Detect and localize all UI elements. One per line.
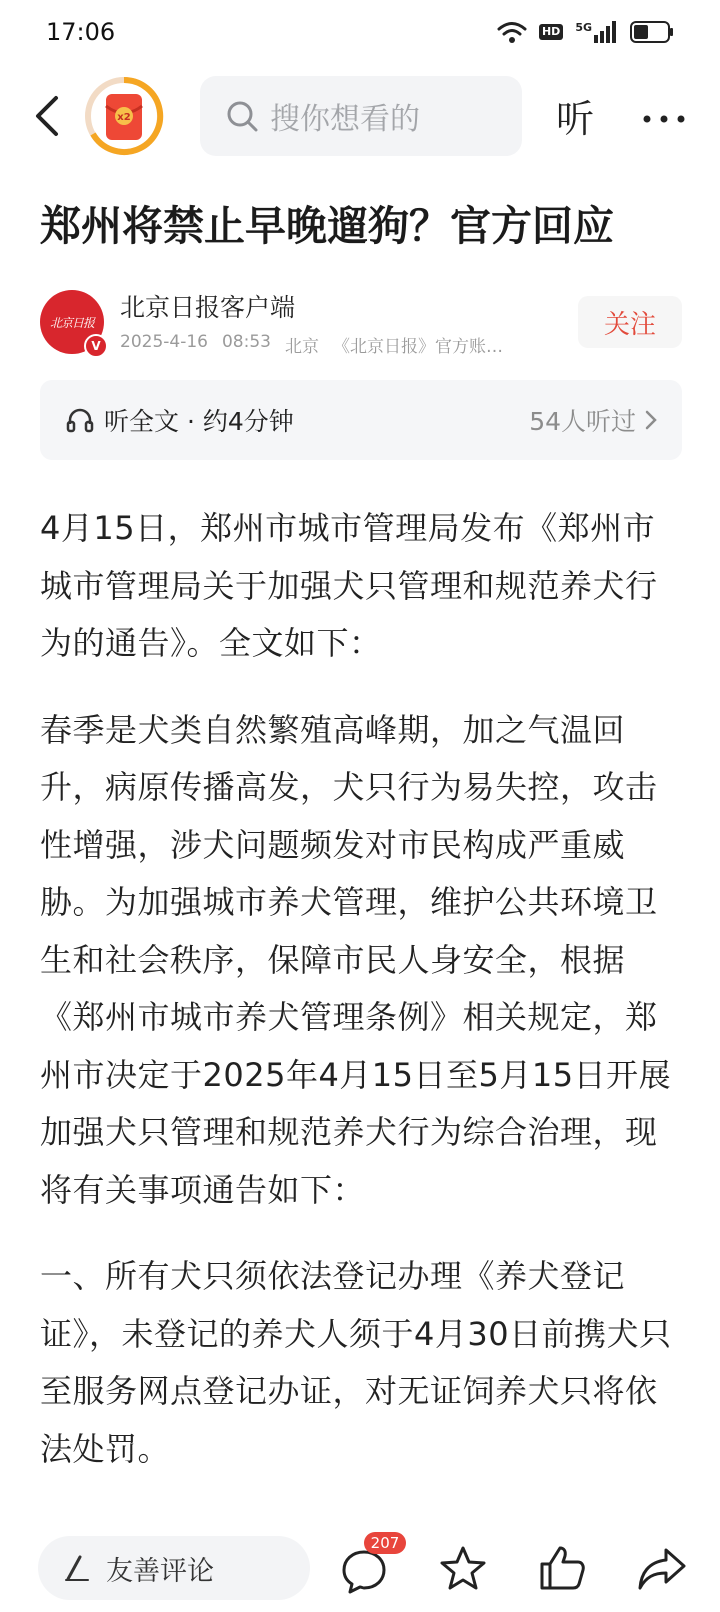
article-paragraph: 一、所有犬只须依法登记办理《养犬登记证》，未登记的养犬人须于4月30日前携犬只至服务网点登记办证，对无证饲养犬只将依法处罚。 xyxy=(40,1257,672,1468)
follow-button[interactable]: 关注 xyxy=(578,296,682,348)
article-paragraph: 4月15日，郑州市城市管理局发布《郑州市城市管理局关于加强犬只管理和规范养犬行为的通告》。全文如下： xyxy=(40,509,658,662)
signal-5g-icon xyxy=(575,21,618,43)
thumbs-up-icon xyxy=(538,1542,588,1594)
favorite-button[interactable] xyxy=(438,1544,488,1594)
publish-location: 北京 xyxy=(284,337,319,357)
search-placeholder: 搜你想看的 xyxy=(270,102,420,137)
listen-full-text-label: 听全文 · 约4分钟 xyxy=(104,407,294,436)
like-button[interactable] xyxy=(538,1542,588,1594)
listen-left xyxy=(66,402,294,438)
search-input[interactable] xyxy=(200,76,522,156)
article-paragraph: 春季是犬类自然繁殖高峰期，加之气温回升，病原传播高发，犬只行为易失控，攻击性增强，涉犬问题频发对市民构成严重威胁。为加强城市养犬管理，维护公共环境卫生和社会秩序，保障市民人身安全，根据《郑州市城市养犬管理条例》相关规定，郑州市决定于2025年4月15日至5月15日开展加强犬只管理和规范养犬行为综合治理，现将有关事项通告如下： xyxy=(40,710,672,1209)
bottom-action-bar xyxy=(0,1530,720,1612)
comment-button[interactable] xyxy=(340,1534,400,1598)
status-time: 17:06 xyxy=(46,18,116,46)
author-source: 《北京日报》官方账… xyxy=(332,337,503,357)
wifi-icon xyxy=(497,20,527,44)
red-packet-label: x2 xyxy=(117,112,131,123)
listen-count: 54人听过 xyxy=(529,407,636,436)
comment-input[interactable] xyxy=(38,1536,310,1600)
comment-placeholder: 友善评论 xyxy=(106,1555,214,1587)
verified-badge-icon: V xyxy=(84,334,108,358)
headphones-icon xyxy=(66,406,94,434)
status-bar xyxy=(0,0,720,64)
publish-date: 2025-4-16 xyxy=(120,332,208,352)
avatar-logo-text: 北京日报 xyxy=(49,315,94,330)
comment-bubble-icon xyxy=(340,1548,388,1596)
hd-label: HD xyxy=(539,24,563,40)
more-icon[interactable] xyxy=(642,110,686,122)
author-name[interactable]: 北京日报客户端 xyxy=(120,293,296,322)
search-icon xyxy=(226,100,258,132)
listen-button[interactable]: 听 xyxy=(556,97,595,141)
listen-bar[interactable] xyxy=(40,380,682,460)
red-packet-icon[interactable] xyxy=(84,76,164,156)
top-nav xyxy=(0,70,720,162)
network-label: 5G xyxy=(575,21,592,34)
star-icon xyxy=(438,1544,488,1594)
article-body xyxy=(40,500,682,1507)
share-arrow-icon xyxy=(636,1544,688,1594)
hd-icon xyxy=(539,24,563,40)
share-button[interactable] xyxy=(636,1544,688,1594)
comment-count-badge: 207 xyxy=(364,1532,406,1554)
author-meta xyxy=(120,332,503,357)
chevron-right-icon xyxy=(644,409,658,431)
author-avatar[interactable] xyxy=(40,290,104,354)
back-icon[interactable] xyxy=(30,94,66,138)
battery-icon xyxy=(630,21,674,43)
pen-icon xyxy=(62,1553,92,1583)
publish-time: 08:53 xyxy=(221,332,271,352)
status-icons xyxy=(497,20,674,44)
listen-right xyxy=(529,402,658,438)
article-title: 郑州将禁止早晚遛狗？官方回应 xyxy=(40,202,614,250)
